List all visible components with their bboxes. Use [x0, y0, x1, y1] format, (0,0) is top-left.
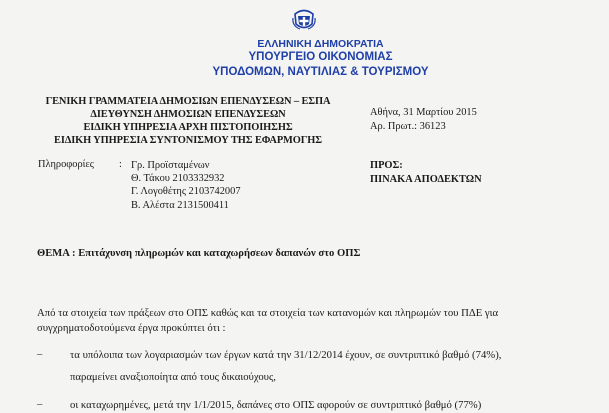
contact-line: Γ. Λογοθέτης 2103742007 [131, 186, 241, 198]
recipients-block [370, 159, 482, 187]
bullet-dash: – [37, 398, 43, 410]
body-paragraph [37, 306, 597, 336]
protocol-number: Αρ. Πρωτ.: 36123 [370, 120, 446, 132]
sender-line: ΕΙΔΙΚΗ ΥΠΗΡΕΣΙΑ ΣΥΝΤΟΝΙΣΜΟΥ ΤΗΣ ΕΦΑΡΜΟΓΗΣ [54, 135, 322, 146]
header-ministry-scope: ΥΠΟΔΟΜΩΝ, ΝΑΥΤΙΛΙΑΣ & ΤΟΥΡΙΣΜΟΥ [212, 66, 429, 78]
header-ministry: ΥΠΟΥΡΓΕΙΟ ΟΙΚΟΝΟΜΙΑΣ [248, 51, 393, 63]
date-protocol-block [370, 106, 477, 133]
info-contacts [131, 159, 241, 212]
recipients-label: ΠΡΟΣ: [370, 160, 403, 171]
header-republic: ΕΛΛΗΝΙΚΗ ΔΗΜΟΚΡΑΤΙΑ [257, 38, 384, 50]
bullet-item: τα υπόλοιπα των λογαριασμών των έργων κατά την 31/12/2014 έχουν, σε συντριπτικό βαθμό (74%), [70, 349, 502, 361]
paragraph-line: Από τα στοιχεία των πράξεων στο ΟΠΣ καθώς και τα στοιχεία των κατανομών και πληρωμών του ΠΔΕ για [37, 307, 499, 319]
contact-line: Γρ. Προϊσταμένων [131, 160, 210, 171]
date-line: Αθήνα, 31 Μαρτίου 2015 [370, 107, 477, 118]
sender-line: ΔΙΕΥΘΥΝΣΗ ΔΗΜΟΣΙΩΝ ΕΠΕΝΔΥΣΕΩΝ [90, 109, 286, 120]
info-colon: : [119, 159, 122, 170]
greek-coat-of-arms-icon [291, 6, 317, 32]
bullet-dash: – [37, 348, 43, 360]
info-label: Πληροφορίες [38, 159, 94, 170]
sender-block [38, 95, 338, 147]
recipients-value: ΠΙΝΑΚΑ ΑΠΟΔΕΚΤΩΝ [370, 174, 482, 185]
sender-line: ΕΙΔΙΚΗ ΥΠΗΡΕΣΙΑ ΑΡΧΗ ΠΙΣΤΟΠΟΙΗΣΗΣ [83, 122, 293, 133]
sender-line: ΓΕΝΙΚΗ ΓΡΑΜΜΑΤΕΙΑ ΔΗΜΟΣΙΩΝ ΕΠΕΝΔΥΣΕΩΝ – ΕΣΠΑ [45, 96, 331, 107]
subject-line: ΘΕΜΑ : Επιτάχυνση πληρωμών και καταχωρήσεων δαπανών στο ΟΠΣ [37, 248, 361, 259]
bullet-item-continuation: παραμείνει αναξιοποίητα από τους δικαιούχους, [70, 371, 276, 383]
paragraph-line: συγχρηματοδοτούμενα έργα προκύπτει ότι : [37, 322, 226, 334]
contact-line: Β. Αλέστα 2131500411 [131, 199, 229, 211]
bullet-item: οι καταχωρημένες, μετά την 1/1/2015, δαπάνες στο ΟΠΣ αφορούν σε συντριπτικό βαθμό (77%) [70, 399, 482, 411]
contact-line: Θ. Τάκου 2103332932 [131, 173, 225, 185]
